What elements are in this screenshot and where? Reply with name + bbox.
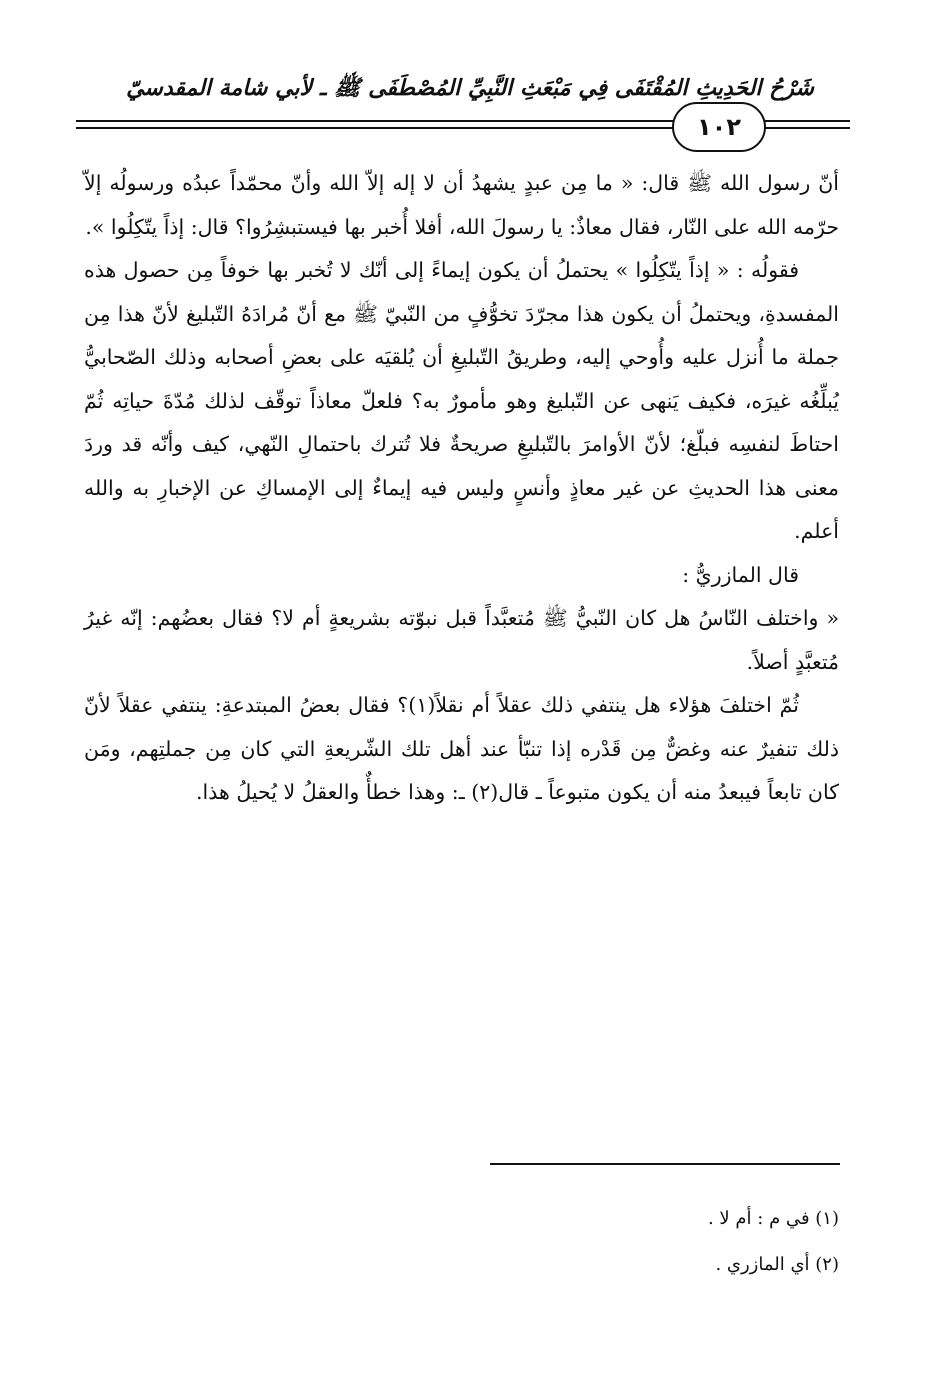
header-rule [760, 127, 850, 129]
paragraph: أنّ رسول الله ﷺ قال: « ما مِن عبدٍ يشهدُ أن لا إله إلاّ الله وأنّ محمّداً عبدُه ورسولُه إلاّ حرّمه الله على النّار، فقال معاذٌ: يا رسولَ الله، أفلا أُخبر بها فيستبشِرُوا؟ قال: إذاً يتّكِلُوا ». [84, 171, 839, 239]
paragraph: « واختلف النّاسُ هل كان النّبيُّ ﷺ مُتعبَّداً قبل نبوّته بشريعةٍ أم لا؟ فقال بعضُهم: إنّه غيرُ مُتعبَّدٍ أصلاً. [84, 606, 839, 674]
header-rule [76, 127, 676, 129]
paragraph: قال المازريُّ : [682, 562, 799, 587]
page-number: ١٠٢ [672, 102, 766, 152]
header-rule [76, 120, 676, 122]
footnote-divider [490, 1163, 840, 1165]
paragraph: ثُمّ اختلفَ هؤلاء هل ينتفي ذلك عقلاً أم نقلاً(١)؟ فقال بعضُ المبتدعةِ: ينتفي عقلاً لأنّ ذلك تنفيرٌ عنه وغضٌّ مِن قَدْره إذا تنبّأ عند أهل تلك الشّريعةِ التي كان مِن جملتِهم، ومَن كان تابعاً فيبعدُ منه أن يكون متبوعاً ـ قال(٢) ـ: وهذا خطأٌ والعقلُ لا يُحيلُ هذا. [84, 693, 839, 804]
footnote: (١) في م : أم لا . [707, 1208, 839, 1229]
main-text [84, 162, 839, 815]
paragraph: فقولُه : « إذاً يتّكِلُوا » يحتملُ أن يكون إيماءً إلى أنّك لا تُخبر بها خوفاً مِن حصول هذه المفسدةِ، ويحتملُ أن يكون هذا مجرّدَ تخوُّفٍ من النّبيّ ﷺ مع أنّ مُرادَهُ التّبليغ لأنّ هذا مِن جملة ما أُنزل عليه وأُوحي إليه، وطريقُ التّبليغِ أن يُلقيَه على بعضِ أصحابه وذلك الصّحابيُّ يُبلِّغُه غيرَه، فكيف يَنهى عن التّبليغ وهو مأمورٌ به؟ فلعلّ معاذاً توقّف لذلك مُدّةَ حياتِه ثُمّ احتاطَ لنفسِه فبلّغ؛ لأنّ الأوامرَ بالتّبليغِ صريحةٌ فلا تُترك باحتمالِ النّهي، كيف وأنّه قد وردَ معنى هذا الحديثِ عن غير معاذٍ وأنسٍ وليس فيه إيماءٌ إلى الإمساكِ عن الإخبارِ به والله أعلم. [84, 258, 840, 543]
footnotes [84, 1196, 839, 1288]
book-title: شَرْحُ الحَدِيثِ المُقْتَفَى فِي مَبْعَثِ النَّبِيِّ المُصْطَفَى ﷺ ـ لأبي شامة المقدسيّ [126, 76, 814, 101]
footnote: (٢) أي المازري . [715, 1254, 839, 1275]
header-rule [760, 120, 850, 122]
